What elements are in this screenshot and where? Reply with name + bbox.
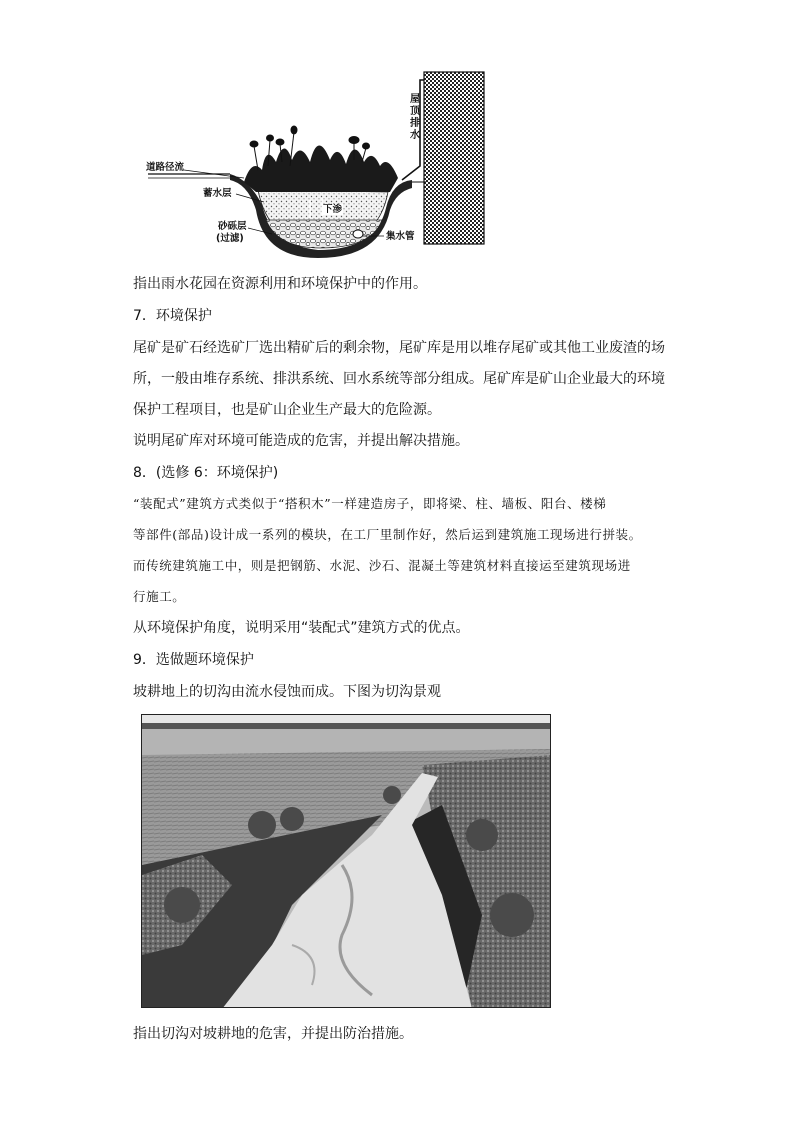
- q9-question: 指出切沟对坡耕地的危害，并提出防治措施。: [133, 1026, 413, 1042]
- label-infiltration: 下渗: [323, 204, 343, 215]
- gully-photo: [141, 714, 551, 1008]
- label-filter: (过滤): [216, 233, 244, 244]
- q8-heading: 8．(选修 6：环境保护): [133, 465, 279, 481]
- building-wall: [424, 72, 484, 244]
- q9-intro: 坡耕地上的切沟由流水侵蚀而成。下图为切沟景观: [133, 684, 441, 700]
- label-water-layer: 蓄水层: [203, 188, 232, 199]
- q8-line-2: 等部件(部品)设计成一系列的模块，在工厂里制作好，然后运到建筑施工现场进行拼装。: [133, 527, 642, 542]
- q9-heading: 9．选做题环境保护: [133, 652, 254, 668]
- q6-question: 指出雨水花园在资源利用和环境保护中的作用。: [133, 276, 427, 292]
- q8-line-3: 而传统建筑施工中，则是把钢筋、水泥、沙石、混凝土等建筑材料直接运至建筑现场进: [133, 558, 631, 573]
- q7-line-3: 保护工程项目，也是矿山企业生产最大的危险源。: [133, 402, 441, 418]
- q8-question: 从环境保护角度，说明采用“装配式”建筑方式的优点。: [133, 620, 470, 636]
- q8-line-4: 行施工。: [133, 589, 186, 604]
- label-gravel-layer: 砂砾层: [218, 221, 247, 232]
- label-road-runoff: 道路径流: [146, 162, 185, 173]
- collector-pipe: [353, 230, 363, 238]
- q7-line-2: 所，一般由堆存系统、排洪系统、回水系统等部分组成。尾矿库是矿山企业最大的环境: [133, 371, 665, 387]
- rain-garden-diagram: [140, 70, 500, 270]
- q7-line-1: 尾矿是矿石经选矿厂选出精矿后的剩余物，尾矿库是用以堆存尾矿或其他工业废渣的场: [133, 340, 665, 356]
- plants: [244, 145, 398, 192]
- q7-question: 说明尾矿库对环境可能造成的危害，并提出解决措施。: [133, 433, 469, 449]
- label-roof-drain: 屋顶排水: [410, 94, 420, 141]
- label-collector-pipe: 集水管: [386, 231, 415, 242]
- q7-heading: 7．环境保护: [133, 308, 212, 324]
- q8-line-1: “装配式”建筑方式类似于“搭积木”一样建造房子，即将梁、柱、墙板、阳台、楼梯: [133, 496, 607, 511]
- rain-garden-drawing: [140, 70, 500, 270]
- gully-landscape: [142, 715, 551, 1008]
